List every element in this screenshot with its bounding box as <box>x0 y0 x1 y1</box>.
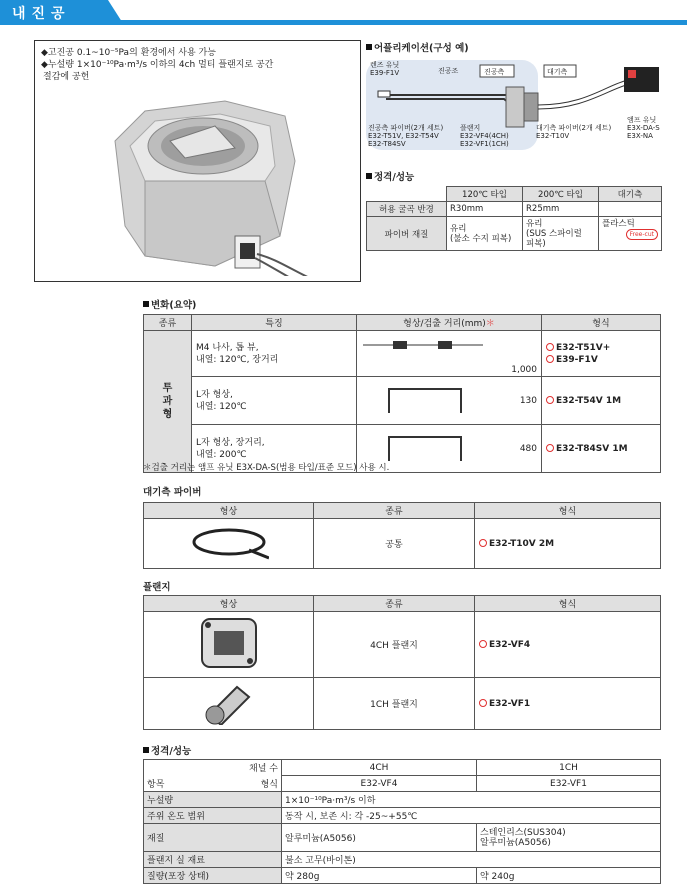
fiber-l-icon <box>385 383 465 419</box>
variants-title: 변화(요약) <box>143 297 196 311</box>
freecut-badge: Free-cut <box>626 229 658 240</box>
spec2-table: 채널 수 4CH 1CH 항목 형식 E32-VF4 E32-VF1 누설량 1×10⁻¹⁰Pa·m³/s 이하 주위 온도 범위 동작 시, 보존 시: 각 -25~+55℃ 재질 알루미늄(A5056) 스테인리스(SUS304) 알루미늄(A5056) 플랜지 실 재료 불소 고무(바이톤) 질량(포장 상태) 약 280g 약 240g <box>143 759 661 884</box>
label-atm-fiber: 대기측 파이버(2개 세트) E32-T10V <box>536 124 612 140</box>
feature-2: 누설량 1×10⁻¹⁰Pa·m³/s 이하의 4ch 멀티 플랜지로 공간 <box>47 60 274 70</box>
application-title: 어플리케이션(구성 예) <box>366 40 469 54</box>
page-title: 내진공 <box>12 6 71 22</box>
label-amp: 앰프 유닛 E3X-DA-S E3X-NA <box>627 116 660 140</box>
feature-2b: 절감에 공헌 <box>43 72 90 82</box>
flange-title: 플랜지 <box>143 582 171 593</box>
label-flange: 플랜지 E32-VF4(4CH) E32-VF1(1CH) <box>460 124 509 148</box>
header-line <box>120 20 687 25</box>
label-vac-side: 진공측 <box>484 68 505 76</box>
variants-note: ＊검출 거리는 앰프 유닛 E3X-DA-S(범용 타입/표준 모드) 사용 시. <box>143 463 390 473</box>
spec1-title: 정격/성능 <box>366 169 414 183</box>
atm-fiber-title: 대기측 파이버 <box>143 487 202 498</box>
label-atm-side: 대기측 <box>547 68 568 76</box>
label-vac-fiber: 진공측 파이버(2개 세트) E32-T51V, E32-T54V E32-T84SV <box>368 124 444 148</box>
atm-fiber-table: 형상 종류 형식 공통 E32-T10V 2M <box>143 502 661 569</box>
spec1-table: 120℃ 타입 200℃ 타입 대기측 허용 굴곡 반경 R30mm R25mm 파이버 재질 유리 (불소 수지 피복) 유리 (SUS 스파이럴 피복) 플라스틱 Free-cut <box>366 186 662 251</box>
spec2-title: 정격/성능 <box>143 743 191 757</box>
label-lens: 렌즈 유닛 E39-F1V <box>370 61 400 77</box>
flange-4ch-icon <box>194 613 264 673</box>
feature-list: ◆고진공 0.1~10⁻⁵Pa의 환경에서 사용 가능 ◆누설량 1×10⁻¹⁰Pa·m³/s 이하의 4ch 멀티 플랜지로 공간 절감에 공헌 <box>41 47 359 83</box>
flange-table: 형상 종류 형식 4CH 플랜지 E32-VF4 1CH 플랜지 E32-VF1 <box>143 595 661 730</box>
flange-1ch-icon <box>199 679 259 725</box>
variants-table: 종류 특징 형상/검출 거리(mm)＊ 형식 투 과 형 M4 나사, 톱 뷰, 내열: 120℃, 장거리 1,000 E32-T51V+ E39-F1V L자 형상, 내열: 120℃ 130 E32-T54V 1M L자 형상, 장거리, 내열: 200℃ 480 E32-T84SV 1M <box>143 314 661 473</box>
feature-1: 고진공 0.1~10⁻⁵Pa의 환경에서 사용 가능 <box>47 48 216 58</box>
product-image <box>85 86 335 276</box>
fiber-l-long-icon <box>385 431 465 467</box>
fiber-straight-icon <box>363 339 483 351</box>
feature-box <box>34 40 361 282</box>
label-chamber: 진공조 <box>438 67 459 75</box>
coil-fiber-icon <box>189 522 269 562</box>
